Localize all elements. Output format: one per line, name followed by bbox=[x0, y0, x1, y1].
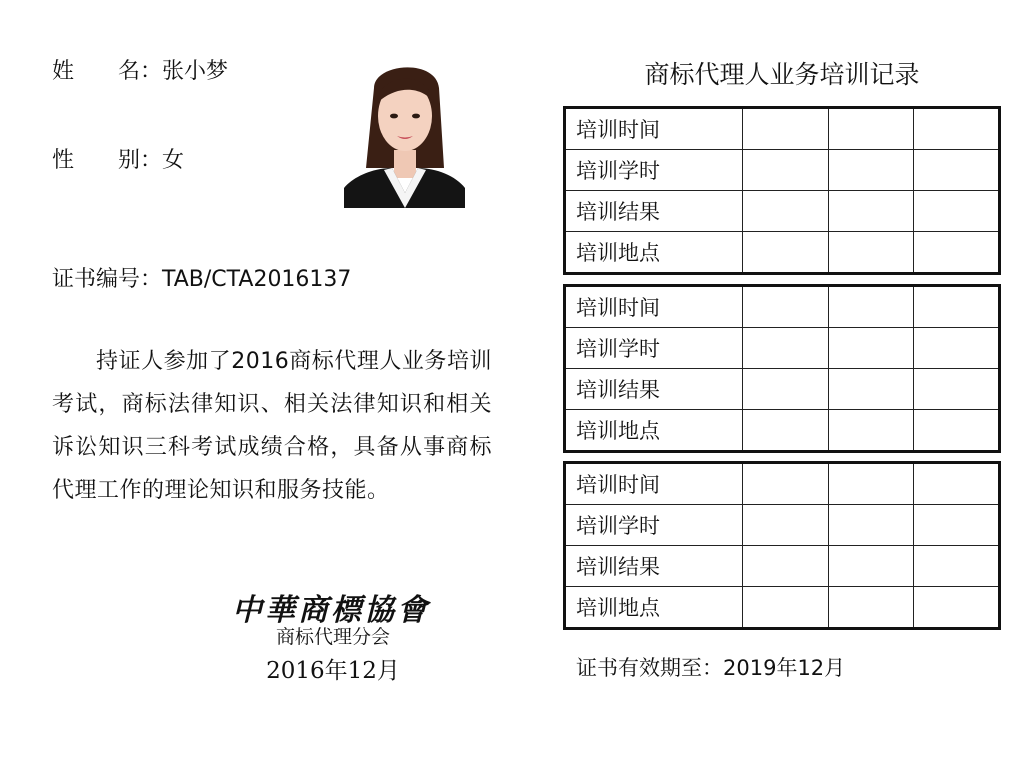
record-cell bbox=[828, 546, 914, 587]
record-cell bbox=[914, 232, 1000, 274]
record-cell bbox=[914, 150, 1000, 191]
record-cell bbox=[828, 328, 914, 369]
name-row bbox=[52, 54, 228, 85]
table-row bbox=[565, 328, 1000, 369]
association-name: 中華商標協會 bbox=[232, 593, 430, 628]
row-label: 培训时间 bbox=[565, 463, 743, 505]
record-cell bbox=[743, 463, 829, 505]
record-cell bbox=[828, 108, 914, 150]
table-row bbox=[565, 108, 1000, 150]
record-cell bbox=[828, 410, 914, 452]
row-label: 培训结果 bbox=[565, 546, 743, 587]
certificate-statement: 持证人参加了2016商标代理人业务培训考试，商标法律知识、相关法律知识和相关诉讼知识三科考试成绩合格，具备从事商标代理工作的理论知识和服务技能。 bbox=[52, 349, 492, 503]
association-calligraphy bbox=[232, 585, 432, 627]
record-cell bbox=[743, 191, 829, 232]
table-row bbox=[565, 463, 1000, 505]
row-label: 培训结果 bbox=[565, 191, 743, 232]
holder-photo bbox=[344, 58, 465, 208]
table-row bbox=[565, 369, 1000, 410]
record-cell bbox=[743, 286, 829, 328]
record-cell bbox=[914, 505, 1000, 546]
record-cell bbox=[914, 328, 1000, 369]
expiry-row bbox=[576, 652, 845, 682]
row-label: 培训地点 bbox=[565, 587, 743, 629]
record-cell bbox=[828, 191, 914, 232]
row-label: 培训地点 bbox=[565, 232, 743, 274]
issue-date: 2016年12月 bbox=[266, 658, 400, 684]
name-label: 姓 名： bbox=[52, 59, 163, 84]
training-record-table-1 bbox=[563, 106, 1001, 275]
table-row bbox=[565, 191, 1000, 232]
table-row bbox=[565, 546, 1000, 587]
record-cell bbox=[914, 191, 1000, 232]
record-cell bbox=[743, 587, 829, 629]
gender-value: 女 bbox=[162, 148, 185, 173]
record-cell bbox=[914, 369, 1000, 410]
record-cell bbox=[914, 108, 1000, 150]
record-cell bbox=[743, 505, 829, 546]
table-row bbox=[565, 587, 1000, 629]
record-cell bbox=[743, 108, 829, 150]
record-title: 商标代理人业务培训记录 bbox=[644, 60, 920, 89]
record-cell bbox=[914, 286, 1000, 328]
row-label: 培训时间 bbox=[565, 286, 743, 328]
record-cell bbox=[743, 546, 829, 587]
row-label: 培训地点 bbox=[565, 410, 743, 452]
record-cell bbox=[828, 463, 914, 505]
record-cell bbox=[828, 150, 914, 191]
expiry-value: 2019年12月 bbox=[723, 656, 846, 680]
record-cell bbox=[743, 232, 829, 274]
record-cell bbox=[828, 286, 914, 328]
record-cell bbox=[828, 505, 914, 546]
gender-label: 性 别： bbox=[52, 148, 163, 173]
row-label: 培训结果 bbox=[565, 369, 743, 410]
training-record-table-2 bbox=[563, 284, 1001, 453]
record-cell bbox=[914, 463, 1000, 505]
row-label: 培训学时 bbox=[565, 505, 743, 546]
name-value: 张小梦 bbox=[162, 59, 229, 84]
table-row bbox=[565, 410, 1000, 452]
table-row bbox=[565, 286, 1000, 328]
certificate-number-label: 证书编号： bbox=[52, 267, 163, 292]
record-cell bbox=[828, 587, 914, 629]
record-cell bbox=[743, 150, 829, 191]
table-row bbox=[565, 505, 1000, 546]
record-cell bbox=[914, 546, 1000, 587]
issuer-branch: 商标代理分会 bbox=[275, 626, 390, 648]
record-cell bbox=[828, 369, 914, 410]
gender-row bbox=[52, 143, 184, 174]
table-row bbox=[565, 232, 1000, 274]
record-cell bbox=[914, 410, 1000, 452]
certificate-number-value: TAB/CTA2016137 bbox=[162, 267, 352, 292]
record-cell bbox=[743, 328, 829, 369]
row-label: 培训学时 bbox=[565, 328, 743, 369]
record-cell bbox=[828, 232, 914, 274]
record-cell bbox=[743, 369, 829, 410]
record-cell bbox=[914, 587, 1000, 629]
expiry-label: 证书有效期至： bbox=[576, 656, 723, 680]
training-record-table-3 bbox=[563, 461, 1001, 630]
table-row bbox=[565, 150, 1000, 191]
row-label: 培训学时 bbox=[565, 150, 743, 191]
row-label: 培训时间 bbox=[565, 108, 743, 150]
record-cell bbox=[743, 410, 829, 452]
certificate-number-row bbox=[52, 262, 351, 293]
